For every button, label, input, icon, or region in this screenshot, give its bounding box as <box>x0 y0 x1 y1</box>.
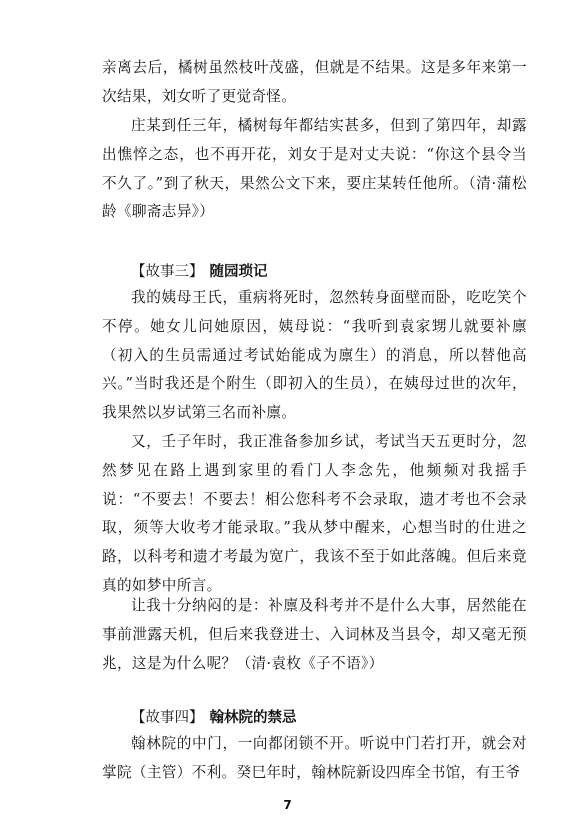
paragraph-continued: 亲离去后，橘树虽然枝叶茂盛，但就是不结果。这是多年来第一次结果，刘女听了更觉奇怪。 <box>102 59 527 105</box>
story-3-title: 随园琐记 <box>209 264 268 280</box>
story-4-tag: 【故事四】 <box>131 710 204 726</box>
story-3-paragraph-2: 又，壬子年时，我正准备参加乡试，考试当天五更时分，忽然梦见在路上遇到家里的看门人李念先，他频频对我摇手说：“不要去！不要去！相公您科考不会录取，遗才考也不会录取，须等大收考才能录取。”我从梦中醒来，心想当时的仕进之路，以科考和遗才考最为宽广，我该不至于如此落魄。但后来竟真的如梦中所言。 <box>102 433 527 594</box>
story-3-paragraph-3: 让我十分纳闷的是：补廪及科考并不是什么大事，居然能在事前泄露天机，但后来我登进士、入词林及当县令，却又毫无预兆，这是为什么呢？（清·袁枚《子不语》） <box>102 597 527 672</box>
story-3-paragraph-1: 我的姨母王氏，重病将死时，忽然转身面壁而卧，吃吃笑个不停。她女儿问她原因，姨母说：“我听到袁家甥儿就要补廪（初入的生员需通过考试始能成为廪生）的消息，所以替他高兴。”当时我还是个附生（即初入的生员），在姨母过世的次年，我果然以岁试第三名而补廪。 <box>102 289 527 422</box>
story-3-tag: 【故事三】 <box>131 264 204 280</box>
paragraph-zhuang-county: 庄某到任三年，橘树每年都结实甚多，但到了第四年，却露出憔悴之态，也不再开花，刘女于是对丈夫说：“你这个县令当不久了。”到了秋天，果然公文下来，要庄某转任他所。（清·蒲松龄《聊斋志异》） <box>102 117 527 221</box>
story-4-title: 翰林院的禁忌 <box>209 710 297 726</box>
story-3-heading <box>131 262 268 282</box>
story-4-heading <box>131 708 297 728</box>
story-4-paragraph-1: 翰林院的中门，一向都闭锁不开。听说中门若打开，就会对掌院（主管）不利。癸巳年时，翰林院新设四库全书馆，有王爷 <box>102 735 527 781</box>
page-number: 7 <box>283 798 292 812</box>
